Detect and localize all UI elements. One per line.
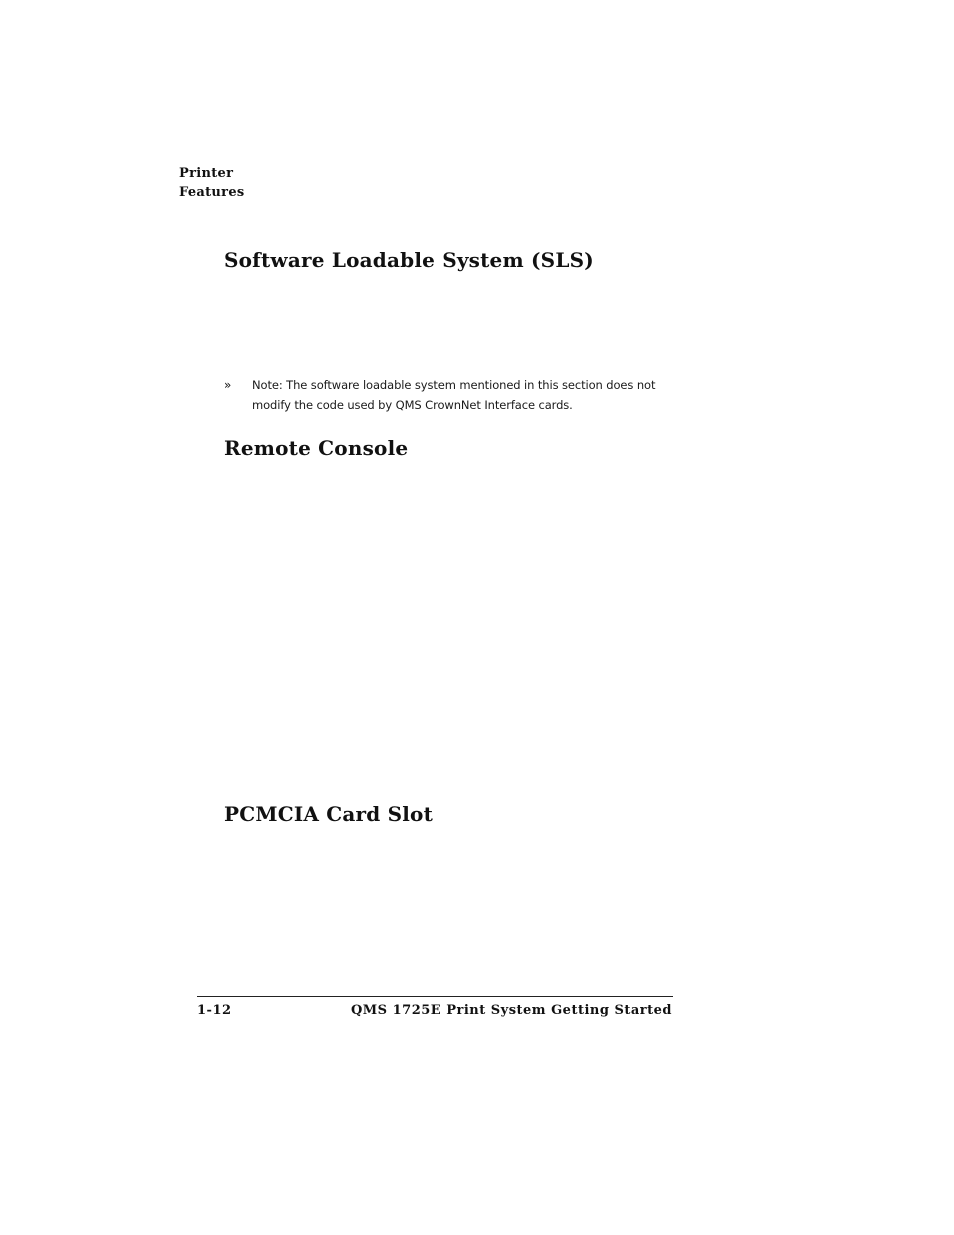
section-heading-sls: Software Loadable System (SLS) [224, 248, 594, 272]
note-line-1: Note: The software loadable system mentioned in this section does not [252, 378, 656, 392]
note [252, 376, 722, 415]
footer-title: QMS 1725E Print System Getting Started [350, 1003, 672, 1018]
running-head-line-1: Printer [179, 166, 234, 181]
running-head [179, 164, 245, 202]
section-heading-pcmcia: PCMCIA Card Slot [224, 802, 434, 826]
note-line-2: modify the code used by QMS CrownNet Interface cards. [252, 397, 573, 412]
running-head-line-2: Features [179, 185, 245, 200]
footer-divider [197, 996, 673, 997]
footer-page-number: 1-12 [197, 1003, 232, 1018]
section-heading-remote-console: Remote Console [224, 436, 409, 460]
note-marker-icon: » [224, 378, 232, 392]
